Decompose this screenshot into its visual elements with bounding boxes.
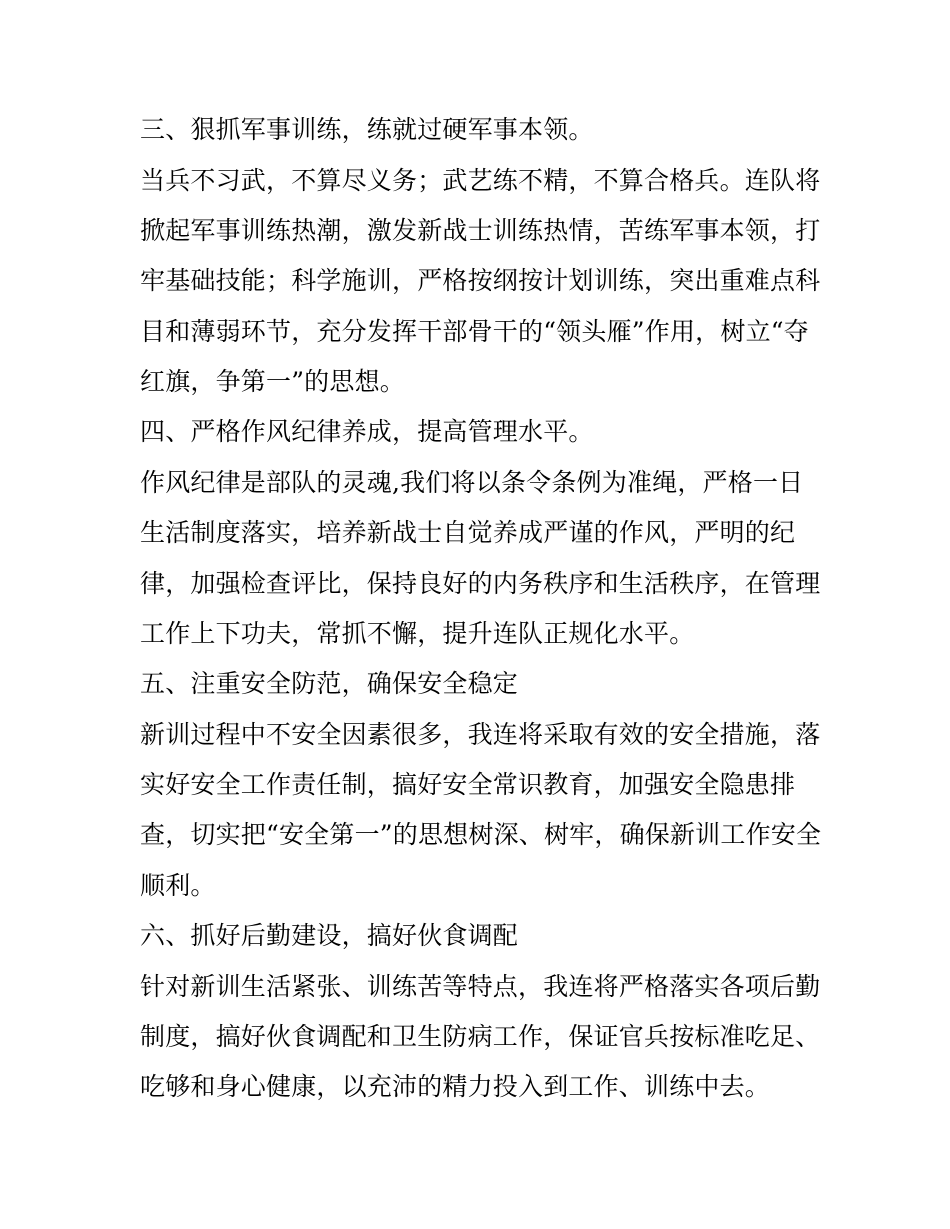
paragraph-line: 吃够和身心健康，以充沛的精力投入到工作、训练中去。 — [140, 1072, 771, 1101]
paragraph-line: 新训过程中不安全因素很多，我连将采取有效的安全措施，落 — [140, 720, 821, 749]
paragraph-line: 实好安全工作责任制，搞好安全常识教育，加强安全隐患排 — [140, 770, 796, 799]
paragraph-line: 红旗，争第一”的思想。 — [140, 367, 405, 396]
paragraph-line: 牢基础技能；科学施训，严格按纲按计划训练，突出重难点科 — [140, 266, 821, 295]
paragraph-line: 制度，搞好伙食调配和卫生防病工作，保证官兵按标准吃足、 — [140, 1022, 821, 1051]
paragraph-line: 目和薄弱环节，充分发挥干部骨干的“领头雁”作用，树立“夺 — [140, 317, 809, 346]
section-heading-6: 六、抓好后勤建设，搞好伙食调配 — [140, 921, 519, 950]
section-heading-4: 四、严格作风纪律养成，提高管理水平。 — [140, 417, 594, 446]
section-heading-5: 五、注重安全防范，确保安全稳定 — [140, 669, 519, 698]
section-heading-3: 三、狠抓军事训练，练就过硬军事本领。 — [140, 115, 594, 144]
paragraph-line: 作风纪律是部队的灵魂,我们将以条令条例为准绳，严格一日 — [140, 468, 804, 497]
paragraph-line: 顺利。 — [140, 871, 216, 900]
paragraph-line: 当兵不习武，不算尽义务；武艺练不精，不算合格兵。连队将 — [140, 166, 821, 195]
paragraph-line: 工作上下功夫，常抓不懈，提升连队正规化水平。 — [140, 619, 695, 648]
paragraph-line: 掀起军事训练热潮，激发新战士训练热情，苦练军事本领，打 — [140, 216, 821, 245]
paragraph-line: 查，切实把“安全第一”的思想树深、树牢，确保新训工作安全 — [140, 820, 822, 849]
paragraph-line: 律，加强检查评比，保持良好的内务秩序和生活秩序，在管理 — [140, 569, 821, 598]
paragraph-line: 生活制度落实，培养新战士自觉养成严谨的作风，严明的纪 — [140, 518, 796, 547]
paragraph-line: 针对新训生活紧张、训练苦等特点，我连将严格落实各项后勤 — [140, 972, 821, 1001]
